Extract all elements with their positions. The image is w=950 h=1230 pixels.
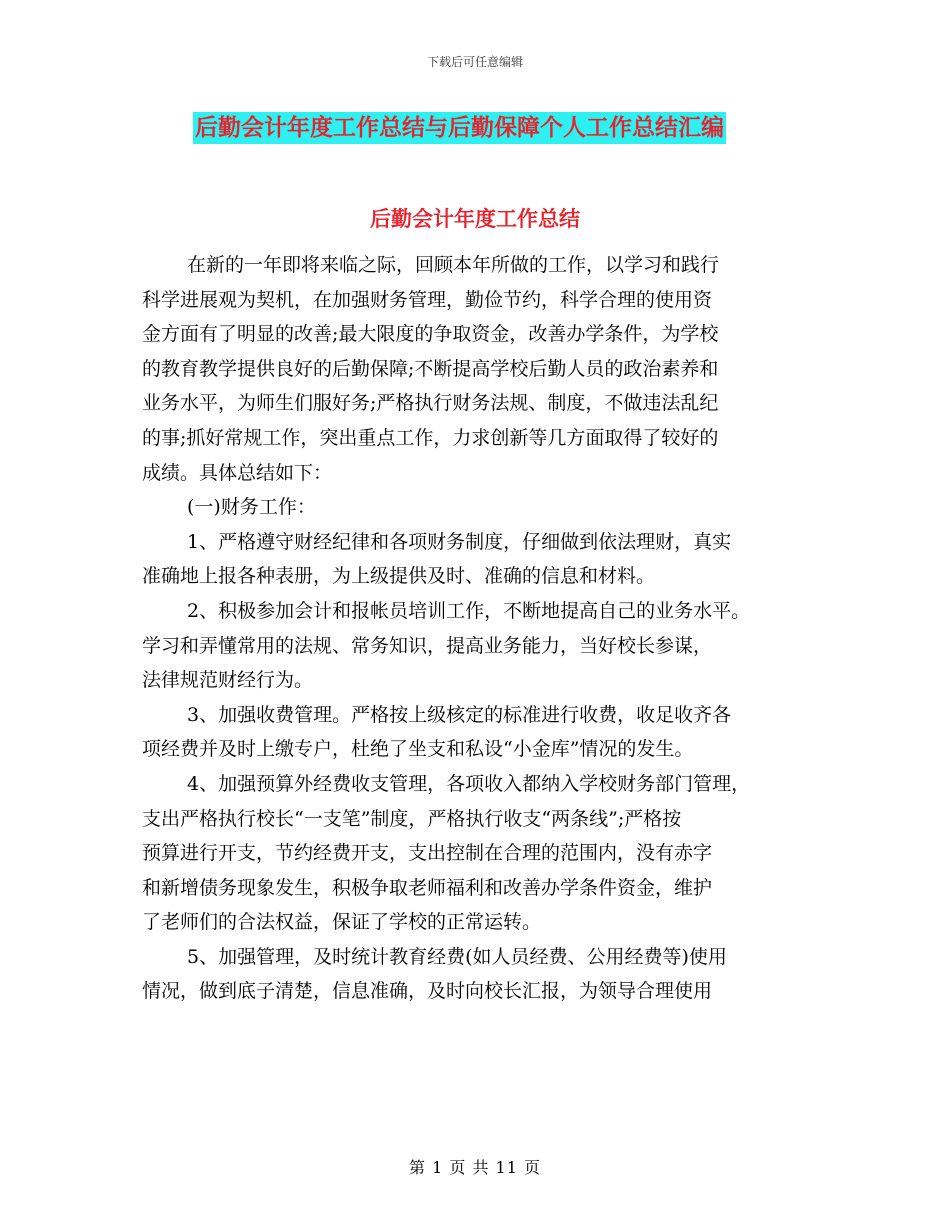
- document-title: 后勤会计年度工作总结与后勤保障个人工作总结汇编: [193, 112, 726, 144]
- body-line: 金方面有了明显的改善;最大限度的争取资金，改善办学条件，为学校: [142, 323, 719, 346]
- body-line: 的事;抓好常规工作，突出重点工作，力求创新等几方面取得了较好的: [142, 426, 719, 449]
- body-line: 准确地上报各种表册，为上级提供及时、准确的信息和材料。: [142, 565, 656, 588]
- body-text: [142, 248, 822, 1009]
- page-footer: 第 1 页 共 11 页: [409, 1158, 541, 1177]
- body-line: 5、加强管理，及时统计教育经费(如人员经费、公用经费等)使用: [187, 945, 727, 968]
- body-line: 1、严格遵守财经纪律和各项财务制度，仔细做到依法理财，真实: [187, 530, 732, 553]
- body-line: 2、积极参加会计和报帐员培训工作，不断地提高自己的业务水平。: [187, 599, 751, 622]
- body-line: 业务水平，为师生们服好务;严格执行财务法规、制度，不做违法乱纪: [142, 392, 719, 415]
- subsection-heading: (一)财务工作：: [187, 496, 316, 519]
- header-note: 下载后可任意编辑: [426, 55, 523, 69]
- body-line: 和新增债务现象发生，积极争取老师福利和改善办学条件资金，维护: [142, 876, 713, 899]
- body-line: 法律规范财经行为。: [142, 669, 314, 692]
- body-line: 了老师们的合法权益，保证了学校的正常运转。: [142, 911, 542, 934]
- body-line: 情况，做到底子清楚，信息准确，及时向校长汇报，为领导合理使用: [142, 980, 713, 1003]
- body-line: 3、加强收费管理。严格按上级核定的标准进行收费，收足收齐各: [187, 703, 732, 726]
- body-line: 4、加强预算外经费收支管理，各项收入都纳入学校财务部门管理，: [187, 772, 751, 795]
- body-line: 在新的一年即将来临之际，回顾本年所做的工作，以学习和践行: [187, 254, 720, 276]
- body-line: 项经费并及时上缴专户，杜绝了坐支和私设“小金库”情况的发生。: [142, 738, 694, 761]
- body-line: 科学进展观为契机，在加强财务管理，勤俭节约，科学合理的使用资: [142, 288, 713, 311]
- body-line: 预算进行开支，节约经费开支，支出控制在合理的范围内，没有赤字: [142, 842, 713, 865]
- body-line: 的教育教学提供良好的后勤保障;不断提高学校后勤人员的政治素养和: [142, 357, 719, 380]
- body-line: 学习和弄懂常用的法规、常务知识，提高业务能力，当好校长参谋，: [142, 634, 713, 657]
- body-line: 支出严格执行校长“一支笔”制度，严格执行收支“两条线”;严格按: [142, 807, 682, 830]
- section-title: 后勤会计年度工作总结: [370, 207, 580, 231]
- body-line: 成绩。具体总结如下：: [142, 461, 333, 484]
